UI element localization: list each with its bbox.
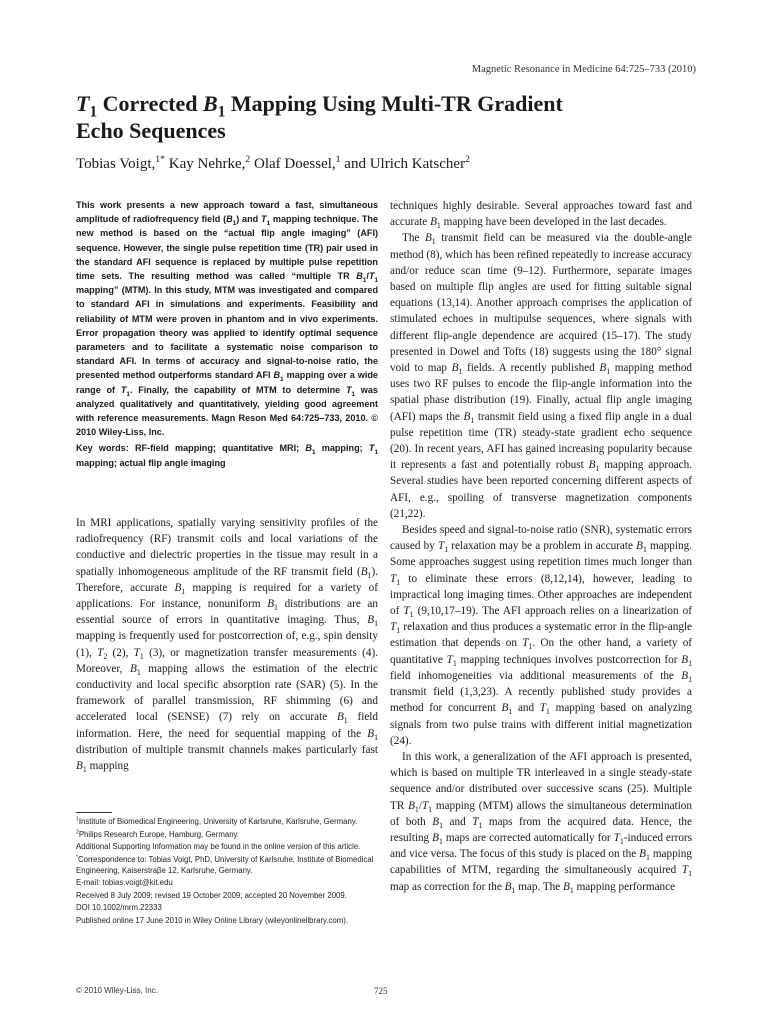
body-column-right xyxy=(390,198,692,895)
title-subscript: 1 xyxy=(89,103,98,121)
abstract-text: This work presents a new approach toward a fast, simultaneous amplitude of radiofrequency field $(B_1)$ and $T_1$ mapping technique. The new method is based on the “actual flip angle imaging” (AFI) sequence. However, the single pulse repetition time (TR) pair used in the standard AFI sequence is replaced by multiple pulse repetition time sets. The resulting method was called “multiple TR $B_1/T_1$ mapping” (MTM). In this study, MTM was investigated and compared to standard AFI in simulations and experiments. Feasibility and reliability of MTM were proven in phantom and in vivo experiments. Error propagation theory was applied to identify optimal sequence parameters and to facilitate a systematic noise comparison to standard AFI. In terms of accuracy and signal-to-noise ratio, the presented method outperforms standard AFI $B_1$ mapping over a wide range of $T_1$. Finally, the capability of MTM to determine $T_1$ was analyzed qualitatively and quantitatively, yielding good agreement with reference measurements. Magn Reson Med 64:725–733, 2010. © 2010 Wiley-Liss, Inc. xyxy=(76,200,379,438)
title-text: Corrected xyxy=(97,91,204,116)
body-paragraph: The $B_1$ transmit field can be measured via the double-angle method (8), which has been refined repeatedly to increase accuracy and/or reduce scan time (9–12). Furthermore, separate images based on multiple flip angles are used for fitting suitable signal equations (13,14). Another approach comprises the application of stimulated echoes in multipulse sequences, where signals with different flip-angle dependence are acquired (15–17). The study presented in Dowel and Tofts (18) suggests using the 180° signal void to map $B_1$ fields. A recently published $B_1$ mapping method uses two RF pulses to encode the flip-angle information into the spatial phase distribution (19). Finally, actual flip angle imaging (AFI) maps the $B_1$ transmit field using a fixed flip angle in a dual pulse repetition time (TR) steady-state gradient echo sequence (20). In recent years, AFI has gained increasing popularity because it represents a fast and potentially robust $B_1$ mapping approach. Several studies have been reported concerning different aspects of AFI, e.g., spoiling of transverse magnetization components (21,22). xyxy=(390,232,693,520)
footnotes xyxy=(76,816,378,927)
author-name: and Ulrich Katscher xyxy=(340,156,466,172)
article-title xyxy=(76,90,676,144)
title-subscript: 1 xyxy=(217,103,226,121)
title-text-line2: Echo Sequences xyxy=(76,118,226,143)
footnote-received: Received 8 July 2009; revised 19 October 2009; accepted 20 November 2009. xyxy=(76,890,347,900)
keywords: Key words: RF-field mapping; quantitative MRI; $B_1$ mapping; $T_1$ mapping; actual flip angle imaging xyxy=(76,443,378,468)
body-paragraph: In this work, a generalization of the AFI approach is presented, which is based on multiple TR interleaved in a single steady-state sequence and/or distributed over successive scans (25). Multiple TR $B_1/T_1$ mapping (MTM) allows the simultaneous determination of both $B_1$ and $T_1$ maps from the acquired data. Hence, the resulting $B_1$ maps are corrected automatically for $T_1$-induced errors and vice versa. The focus of this study is placed on the $B_1$ mapping capabilities of MTM, regarding the simultaneously acquired $T_1$ map as correction for the $B_1$ map. The $B_1$ mapping performance xyxy=(390,750,692,895)
body-paragraph: In MRI applications, spatially varying sensitivity profiles of the radiofrequency (RF) transmit coils and local variations of the conductive and dielectric properties in the tissue may result in a spatially inhomogeneous amplitude of the RF transmit field $(B_1)$. Therefore, accurate $B_1$ mapping is required for a variety of applications. For instance, nonuniform $B_1$ distributions are an essential source of errors in quantitative imaging. Thus, $B_1$ mapping is frequently used for postcorrection of, e.g., spin density (1), $T_2$ (2), $T_1$ (3), or magnetization transfer measurements (4). Moreover, $B_1$ mapping allows the estimation of the electric conductivity and local specific absorption rate (SAR) (5). In the framework of parallel transmission, RF shimming (6) and accelerated local (SENSE) (7) rely on accurate $B_1$ field information. Here, the need for sequential mapping of the $B_1$ distribution of multiple transmit channels makes particularly fast $B_1$ mapping xyxy=(76,517,378,775)
author-affiliation-mark: 1 xyxy=(335,154,341,165)
journal-header: Magnetic Resonance in Medicine 64:725–733 (2010) xyxy=(471,64,696,75)
body-column-left xyxy=(76,515,378,774)
title-text: Mapping Using Multi-TR Gradient xyxy=(225,91,563,116)
footnote-doi: DOI 10.1002/mrm.22333 xyxy=(76,903,162,912)
body-paragraph: techniques highly desirable. Several approaches toward fast and accurate $B_1$ mapping have been developed in the last decades. xyxy=(390,200,692,231)
title-symbol: B xyxy=(203,91,218,116)
author-affiliation-mark: 1* xyxy=(155,154,165,165)
author-name: Kay Nehrke, xyxy=(165,156,246,172)
author-name: Tobias Voigt, xyxy=(76,156,156,172)
copyright-line: © 2010 Wiley-Liss, Inc. xyxy=(76,986,158,995)
body-paragraph: Besides speed and signal-to-noise ratio (SNR), systematic errors caused by $T_1$ relaxation may be a problem in accurate $B_1$ mapping. Some approaches suggest using repetition times much longer than $T_1$ to eliminate these errors (8,12,14), however, leading to impractical long imaging times. Other approaches are independent of $T_1$ (9,10,17–19). The AFI approach relies on a linearization of $T_1$ relaxation and thus produces a systematic error in the flip-angle estimation that depends on $T_1$. On the other hand, a variety of quantitative $T_1$ mapping techniques involves postcorrection for $B_1$ field inhomogeneities via additional measurements of the $B_1$ transmit field (1,3,23). A recently published study provides a method for concurrent $B_1$ and $T_1$ mapping based on analyzing signals from two pulse trains with different initial magnetization (24). xyxy=(390,524,693,747)
footnote-email: E-mail: tobias.voigt@kit.edu xyxy=(76,878,173,887)
abstract xyxy=(76,198,378,470)
footnote-supporting-info: Additional Supporting Information may be found in the online version of this article. xyxy=(76,842,361,851)
author-affiliation-mark: 2 xyxy=(465,154,470,165)
footnote-correspondence: *Correspondence to: Tobias Voigt, PhD, University of Karlsruhe, Institute of Biomedical Engineering, Kaiserstraβe 12, Karlsruhe, Germany. xyxy=(76,853,374,875)
author-name: Olaf Doessel, xyxy=(250,156,336,172)
author-affiliation-mark: 2 xyxy=(245,154,251,165)
footnote-published: Published online 17 June 2010 in Wiley Online Library (wileyonlinelibrary.com). xyxy=(76,915,349,925)
footnote-affiliation: $^2$Philips Research Europe, Hamburg, Germany. xyxy=(76,828,240,839)
footnote-divider xyxy=(76,812,112,813)
page-number: 725 xyxy=(374,986,388,996)
footnote-affiliation: $^1$Institute of Biomedical Engineering, University of Karlsruhe, Karlsruhe, Germany. xyxy=(76,816,358,826)
title-symbol: T xyxy=(76,91,90,116)
author-list xyxy=(76,156,470,173)
